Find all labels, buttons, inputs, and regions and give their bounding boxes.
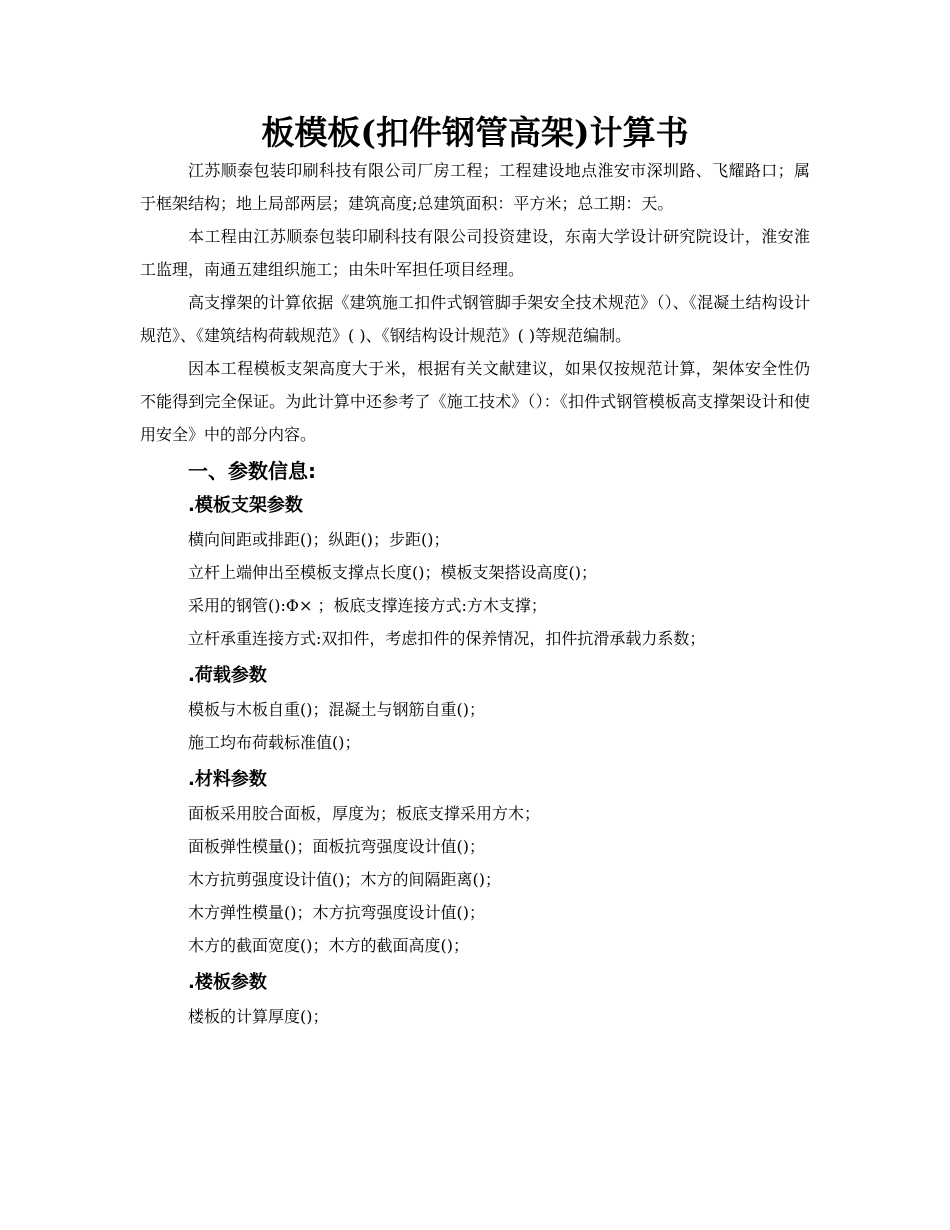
- param-line: 面板采用胶合面板，厚度为；板底支撑采用方木；: [188, 804, 541, 823]
- param-line: 横向间距或排距()；纵距()；步距()；: [188, 530, 450, 549]
- param-line: 立杆承重连接方式:双扣件，考虑扣件的保养情况，扣件抗滑承载力系数；: [188, 629, 706, 648]
- param-line: 模板与木板自重()；混凝土与钢筋自重()；: [188, 700, 485, 719]
- param-line: 施工均布荷载标准值()；: [188, 733, 361, 752]
- intro-paragraph-2: 本工程由江苏顺泰包装印刷科技有限公司投资建设，东南大学设计研究院设计，淮安淮工监理，南通五建组织施工；由朱叶军担任项目经理。: [140, 227, 810, 279]
- param-line: 采用的钢管():Φ× ；板底支撑连接方式:方木支撑；: [188, 596, 547, 615]
- intro-paragraph-4: 因本工程模板支架高度大于米，根据有关文献建议，如果仅按规范计算，架体安全性仍不能得到完全保证。为此计算中还参考了《施工技术》（）：《扣件式钢管模板高支撑架设计和使用安全》中的部分内容。: [140, 359, 810, 444]
- subsection-heading-material: .材料参数: [188, 769, 267, 790]
- param-line: 面板弹性模量()；面板抗弯强度设计值()；: [188, 837, 485, 856]
- subsection-heading-support: .模板支架参数: [188, 495, 303, 516]
- param-line: 木方抗剪强度设计值()；木方的间隔距离()；: [188, 870, 501, 889]
- intro-paragraph-3: 高支撑架的计算依据《建筑施工扣件式钢管脚手架安全技术规范》（）、《混凝土结构设计规范》、《建筑结构荷载规范》( )、《钢结构设计规范》( )等规范编制。: [140, 293, 810, 345]
- param-line: 立杆上端伸出至模板支撑点长度()；模板支架搭设高度()；: [188, 563, 597, 582]
- subsection-heading-slab: .楼板参数: [188, 972, 267, 993]
- document-page: [140, 112, 810, 1033]
- intro-paragraph-1: 江苏顺泰包装印刷科技有限公司厂房工程；工程建设地点淮安市深圳路、飞耀路口；属于框架结构；地上局部两层；建筑高度;总建筑面积：平方米；总工期：天。: [140, 161, 810, 213]
- param-line: 木方的截面宽度()；木方的截面高度()；: [188, 936, 469, 955]
- section-heading-parameters: 一、参数信息:: [188, 459, 316, 483]
- param-line: 楼板的计算厚度()；: [188, 1007, 329, 1026]
- param-line: 木方弹性模量()；木方抗弯强度设计值()；: [188, 903, 485, 922]
- document-title: 板模板(扣件钢管高架)计算书: [261, 113, 689, 152]
- subsection-heading-load: .荷载参数: [188, 665, 267, 686]
